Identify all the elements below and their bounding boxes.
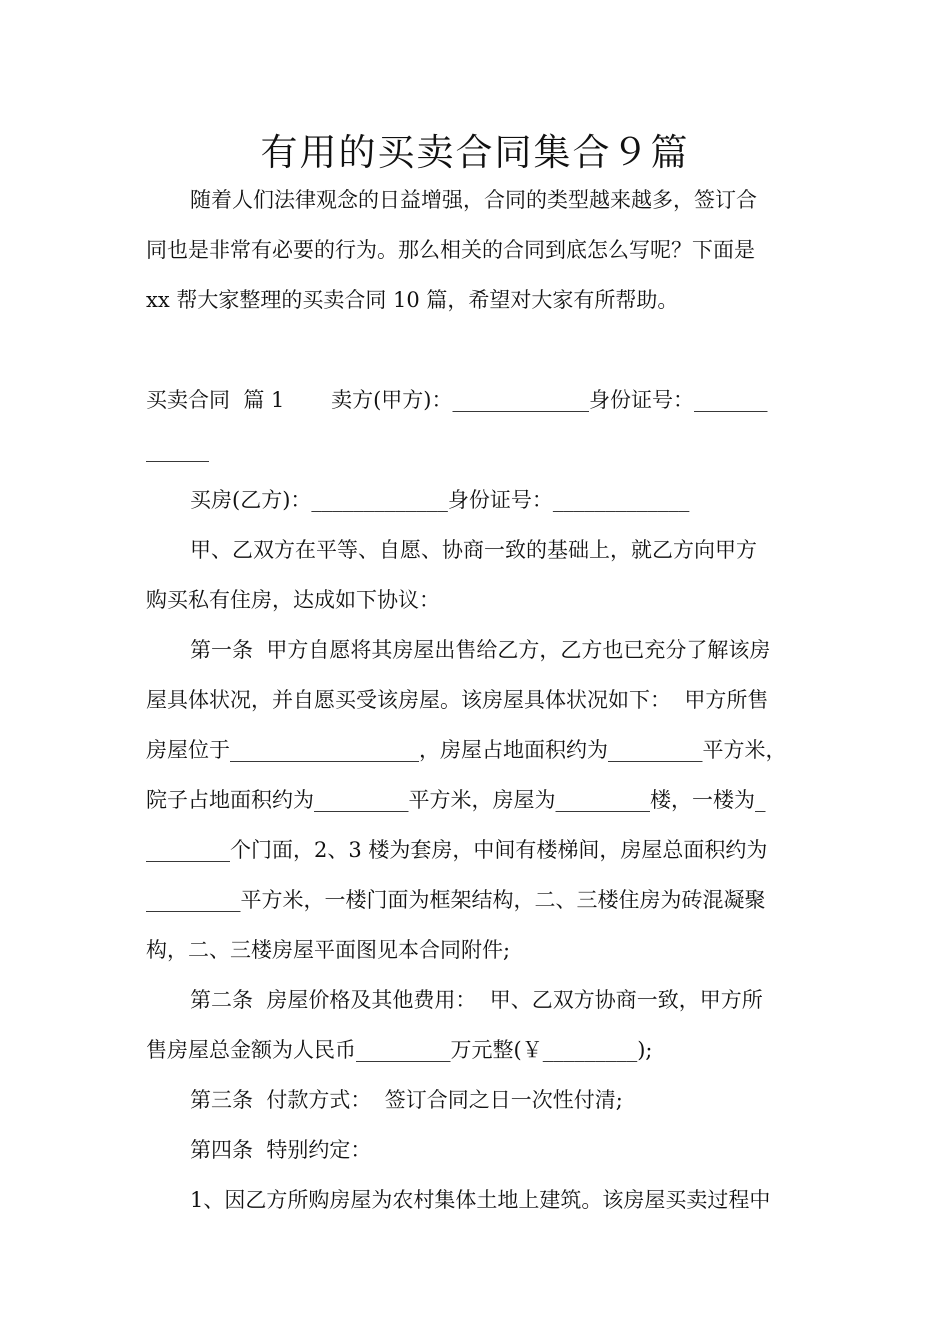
body-line-4: 买卖合同 篇 1 卖方(甲方)：_____________身份证号：_______ <box>146 388 768 412</box>
body-line-7: 甲、乙双方在平等、自愿、协商一致的基础上，就乙方向甲方 <box>190 538 757 562</box>
body-line-15: 构，二、三楼房屋平面图见本合同附件; <box>146 938 511 962</box>
document-title: 有用的买卖合同集合９篇 <box>260 131 690 174</box>
body-line-13: ________个门面，2、3 楼为套房，中间有楼梯间，房屋总面积约为 <box>146 838 768 862</box>
body-line-11: 房屋位于__________________，房屋占地面积约为_________平方米， <box>146 738 787 762</box>
body-line-18: 第三条 付款方式： 签订合同之日一次性付清; <box>190 1088 623 1112</box>
body-line-19: 第四条 特别约定： <box>190 1138 372 1162</box>
body-line-12: 院子占地面积约为_________平方米，房屋为_________楼，一楼为_ <box>146 788 766 812</box>
body-line-1: 随着人们法律观念的日益增强，合同的类型越来越多，签订合 <box>190 188 757 212</box>
body-line-14: _________平方米，一楼门面为框架结构，二、三楼住房为砖混凝聚 <box>146 888 766 912</box>
body-line-20: 1、因乙方所购房屋为农村集体土地上建筑。该房屋买卖过程中 <box>190 1188 771 1212</box>
body-line-5: ______ <box>146 438 209 462</box>
body-line-6: 买房(乙方)：_____________身份证号：_____________ <box>190 488 690 512</box>
body-line-3: xx 帮大家整理的买卖合同 10 篇，希望对大家有所帮助。 <box>146 288 679 312</box>
body-line-10: 屋具体状况，并自愿买受该房屋。该房屋具体状况如下： 甲方所售 <box>146 688 769 712</box>
body-line-8: 购买私有住房，达成如下协议： <box>146 588 440 612</box>
body-line-16: 第二条 房屋价格及其他费用： 甲、乙双方协商一致，甲方所 <box>190 988 763 1012</box>
body-line-2: 同也是非常有必要的行为。那么相关的合同到底怎么写呢？下面是 <box>146 238 755 262</box>
body-line-17: 售房屋总金额为人民币_________万元整(￥_________); <box>146 1038 653 1062</box>
body-line-9: 第一条 甲方自愿将其房屋出售给乙方，乙方也已充分了解该房 <box>190 638 771 662</box>
